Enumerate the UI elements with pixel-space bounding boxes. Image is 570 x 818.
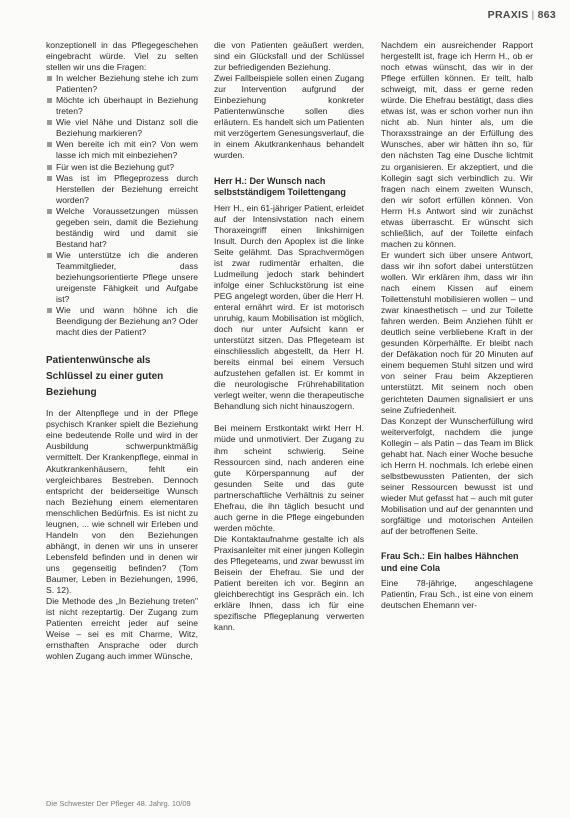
page-number: 863 xyxy=(537,9,556,21)
paragraph: Herr H., ein 61-jähriger Patient, erleidet auf der Intensivstation nach einem Thoraxeingriff einen linkshirnigen Insult. Durch den Apoplex ist die linke Seite gelähmt. Das Sprachvermögen ist zwar rudimentär erhalten, die Ludmeilung jedoch stark behindert infolge einer Schluckstörung ist eine PEG angelegt worden, über die Herr H. enteral ernährt wird. Er ist motorisch unruhig, kaum Mobilisation ist möglich, doch nur unter Aufsicht kann er unterstützt sitzen. Das Pflegeteam ist einschliesslich abgestellt, da Herr H. bereits einmal bei einem Versuch aufzustehen gefallen ist. Er kommt in die neurologische Frührehabilitation verlegt weiter, wenn die therapeutische Behandlung sich nicht hinauszogern. xyxy=(214,202,364,412)
header-separator: | xyxy=(531,9,535,21)
question-item: In welcher Beziehung stehe ich zum Patienten? xyxy=(46,73,198,95)
paragraph: konzeptionell in das Pflegegeschehen eingebracht würde. Viel zu selten stellen wir uns die Fragen: xyxy=(46,40,198,73)
question-item: Welche Voraussetzungen müssen gegeben sein, damit die Beziehung beständig wird und damit sie Bestand hat? xyxy=(46,206,198,250)
question-item: Was ist im Pflegeprozess durch Herstellen der Beziehung erreicht worden? xyxy=(46,173,198,206)
paragraph: In der Altenpflege und in der Pflege psychisch Kranker spielt die Beziehung eine bedeutende Rolle und wird in der Ausbildung schwerpunktmäßig vermittelt. Der Krankenpflege, einmal in Akutkrankenhäusern, fehlt ein vergleichbares Bestreben. Dennoch entspricht der beiderseitige Wunsch nach Beziehung einem elementaren menschlichen Bedürfnis. Es ist nicht zu leugnen, ... wie schnell wir Erleben und Handeln von den Beziehungen abhängt, in denen wir uns in unserer Lebensfeld befinden und in denen wir uns gegenseitig befinden? (Tom Baumer, Leben in Beziehungen, 1996, S. 12). xyxy=(46,408,198,596)
paragraph: Eine 78-jährige, angeschlagene Patientin, Frau Sch., ist eine von einem deutschen Ehemann ver- xyxy=(381,578,533,611)
question-item: Wie und wann höhne ich die Beendigung der Beziehung an? Oder macht dies der Patient? xyxy=(46,305,198,338)
section-heading: Patientenwünsche als Schlüssel zu einer guten Beziehung xyxy=(46,355,164,399)
column-3 xyxy=(381,40,533,611)
paragraph: die von Patienten geäußert werden, sind ein Glücksfall und der Schlüssel zur befriedigenden Beziehung. xyxy=(214,40,364,73)
question-item: Für wen ist die Beziehung gut? xyxy=(46,162,198,173)
question-item: Möchte ich überhaupt in Beziehung treten? xyxy=(46,95,198,117)
column-1 xyxy=(46,40,198,662)
paragraph: Das Konzept der Wunscherfüllung wird weiterverfolgt, nachdem die junge Kollegin – als Patin – das Team im Blick gehabt hat. Nach einer Woche besuche ich Herrn H. nochmals. Ich erlebe einen selbstbewussten Patienten, der sich seiner Ressourcen bewusst ist und wieder Mut gefasst hat – auch mit guter Mobilisation und auf der genannten und sorgfältige und motorischen Anteilen auf der betroffenen Seite. xyxy=(381,415,533,537)
paragraph: Nachdem ein ausreichender Rapport hergestellt ist, frage ich Herrn H., ob er noch etwas wünscht, das wir in der Pflege erfüllen können. Er teilt, halb schweigt, mit, dass er gerne reden würde. Die Ehefrau bestätigt, dass dies etwas ist, was er schon vorher nun ihn nicht ab. Nun hinter als, um die Thoraxsstrainge an der Erfüllung des Wunsches, aber wir hätten ihn so, für den nächsten Tag eine Dusche lichtmit zu organisieren. Er akzeptiert, und die Kollegin sagt sich verbindlich zu. Wir fragen nach einem zweiten Wunsch, den wir sofort erfüllen können. Von Herrn H.s Antwort sind wir zunächst etwas überrascht. Er wünscht sich schließlich, auf der Toilette einfach machen zu können. xyxy=(381,40,533,249)
column-2 xyxy=(214,40,364,633)
section-heading: Herr H.: Der Wunsch nach selbstständigem Toilettengang xyxy=(214,175,346,198)
paragraph: Zwei Fallbeispiele sollen einen Zugang zur Intervention aufgrund der Einbeziehung konkreter Patientenwünsche sollen dies erläutern. Es handelt sich um Patienten mit verzögertem Genesungsverlauf, die in einem Akutkrankenhaus behandelt wurden. xyxy=(214,73,365,161)
section-heading: Frau Sch.: Ein halbes Hähnchen und eine Cola xyxy=(381,551,519,573)
question-item: Wen bereite ich mit ein? Von wem lasse ich mich mit einbeziehen? xyxy=(46,139,198,161)
question-item: Wie unterstütze ich die anderen Teammitglieder, dass beziehungsorientierte Pflege unsere ureigenste Fähigkeit und Aufgabe ist? xyxy=(46,250,198,305)
page-header xyxy=(488,9,556,21)
page-footer: Die Schwester Der Pfleger 48. Jahrg. 10/09 xyxy=(46,799,191,808)
paragraph: Die Methode des „In Beziehung treten" ist nicht rezeptartig. Der Zugang zum Patienten erreicht jeder auf seine Weise – sei es mit Charme, Witz, ernsthaften Ansprache oder durch wohlen Zugang auch immer Wünsche, xyxy=(46,596,198,662)
question-item: Wie viel Nähe und Distanz soll die Beziehung markieren? xyxy=(46,117,198,139)
section-label: PRAXIS xyxy=(487,9,529,21)
paragraph: Bei meinem Erstkontakt wirkt Herr H. müde und unmotiviert. Der Zugang zu ihm scheint schwierig. Seine Ressourcen sind, nach anderen eine gute Körperspannung auf der gesunden Seite und das gute partnerschaftliche Verhältnis zu seiner Ehefrau, die ihn täglich besucht und auch gerne in die Pflege eingebunden werden möchte. xyxy=(214,423,364,533)
paragraph: Er wundert sich über unsere Antwort, dass wir ihn sofort dabei unterstützen wollen. Wir erklären ihm, dass wir ihn nach einem Kissen auf einem Toilettenstuhl mobilisieren wollen – und zwar kinaesthetisch – und zur Toilette fahren werden. Beim Anziehen fühlt er deutlich seine verbliebene Kraft in der gesunden Körperhälfte. Er bleibt nach der Defäkation noch für 20 Minuten auf einem bequemen Stuhl sitzen und wird von seiner Frau beim Akzeptieren unterstützt. Mit seinem noch oben gerichteten Daumen signalisiert er uns seine Zufriedenheit. xyxy=(381,249,533,415)
paragraph: Die Kontaktaufnahme gestalte ich als Praxisanleiter mit einer jungen Kollegin des Pflegeteams, und zwar bewusst im Beisein der Ehefrau. Sie und der Patient bereiten ich vor. Beginn an gleichberechtigt ins Gespräch ein. Ich erkläre Ihnen, dass ich für eine spezifische Pflegeplanung verwerten kann. xyxy=(214,533,364,633)
